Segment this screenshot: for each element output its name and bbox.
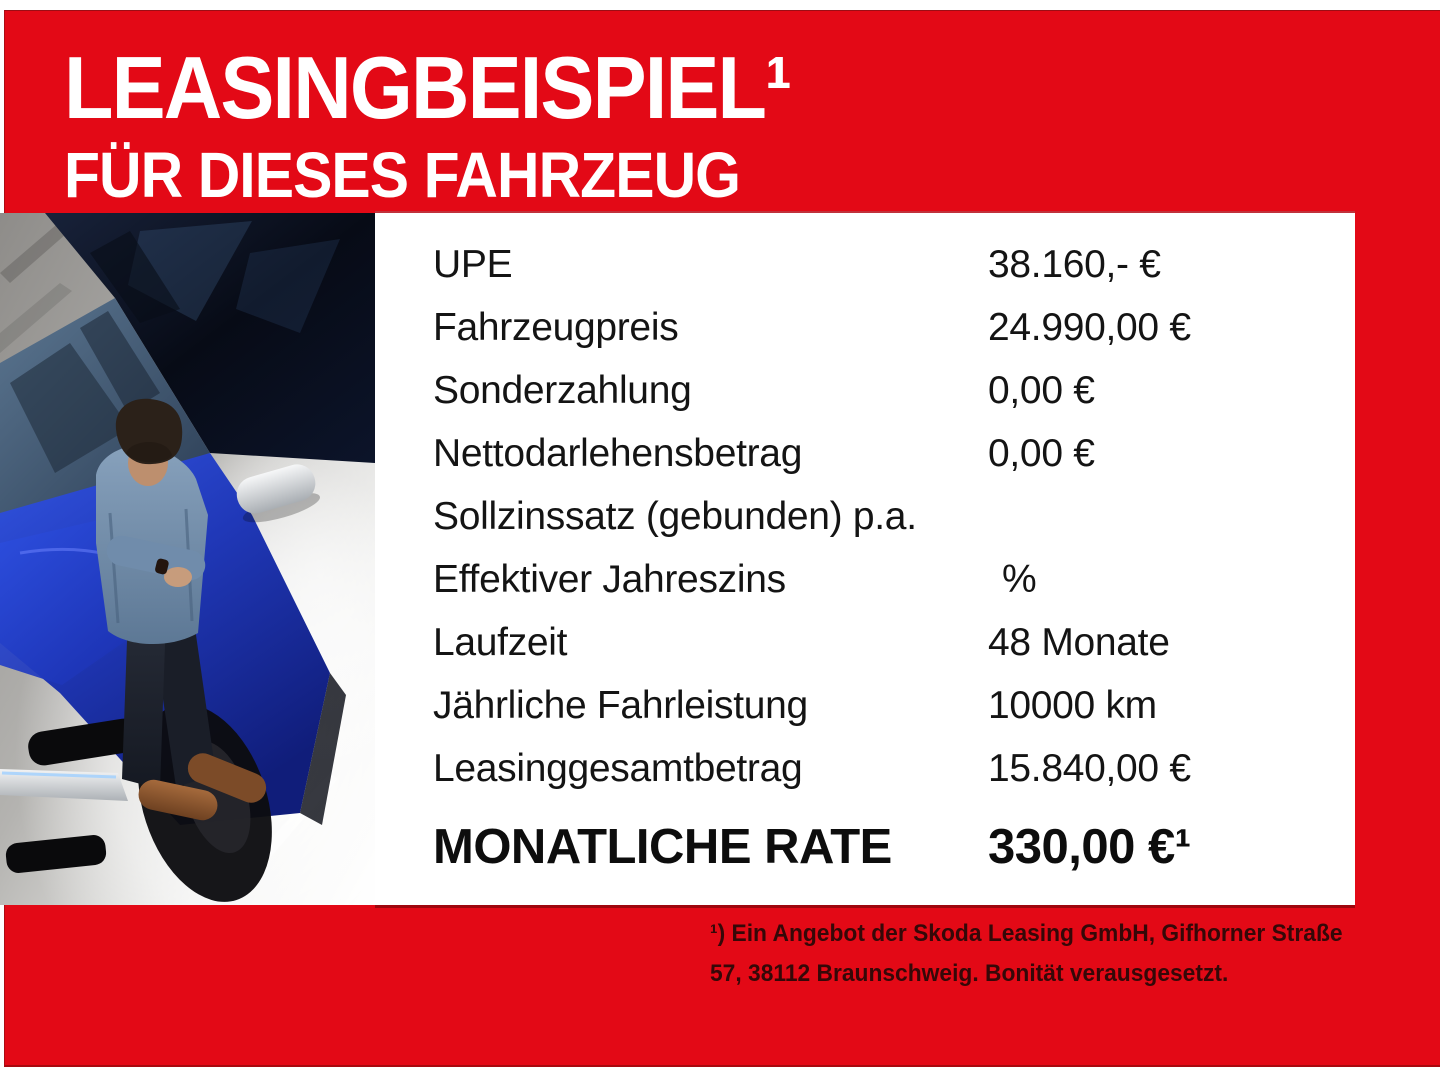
row-label: Sonderzahlung — [433, 368, 692, 412]
monthly-rate-row — [433, 812, 1355, 882]
row-label: Laufzeit — [433, 620, 568, 664]
page-title: LEASINGBEISPIEL¹ — [64, 38, 791, 137]
row-value: 38.160,- € — [988, 242, 1161, 286]
row-value: 24.990,00 € — [988, 305, 1191, 349]
table-row — [433, 548, 1355, 611]
row-value: 0,00 € — [988, 368, 1095, 412]
table-row — [433, 674, 1355, 737]
row-label: Sollzinssatz (gebunden) p.a. — [433, 494, 917, 538]
row-value: 48 Monate — [988, 620, 1170, 664]
leasing-panel — [375, 213, 1355, 905]
row-value: 0,00 € — [988, 431, 1095, 475]
vehicle-photo — [0, 213, 375, 905]
table-row — [433, 296, 1355, 359]
page-subtitle: FÜR DIESES FAHRZEUG — [64, 139, 741, 211]
table-row — [433, 359, 1355, 422]
table-row — [433, 233, 1355, 296]
row-label: Fahrzeugpreis — [433, 305, 679, 349]
row-value: 15.840,00 € — [988, 746, 1191, 790]
monthly-rate-value: 330,00 €¹ — [988, 820, 1191, 874]
hand — [164, 567, 192, 587]
footnote — [710, 914, 1343, 994]
table-row — [433, 422, 1355, 485]
footnote-line-1: ¹) Ein Angebot der Skoda Leasing GmbH, Gifhorner Straße — [710, 920, 1343, 947]
monthly-rate-label: MONATLICHE RATE — [433, 820, 892, 874]
table-row — [433, 611, 1355, 674]
row-label: Jährliche Fahrleistung — [433, 683, 808, 727]
row-value: 10000 km — [988, 683, 1157, 727]
vehicle-photo-illustration — [0, 213, 375, 905]
row-label: Effektiver Jahreszins — [433, 557, 786, 601]
table-row — [433, 737, 1355, 800]
footnote-line-2: 57, 38112 Braunschweig. Bonität verausgesetzt. — [710, 960, 1229, 987]
table-row — [433, 485, 1355, 548]
header — [64, 38, 853, 211]
row-label: UPE — [433, 242, 513, 286]
row-label: Leasinggesamtbetrag — [433, 746, 803, 790]
row-label: Nettodarlehensbetrag — [433, 431, 803, 475]
row-value: % — [1002, 557, 1037, 601]
